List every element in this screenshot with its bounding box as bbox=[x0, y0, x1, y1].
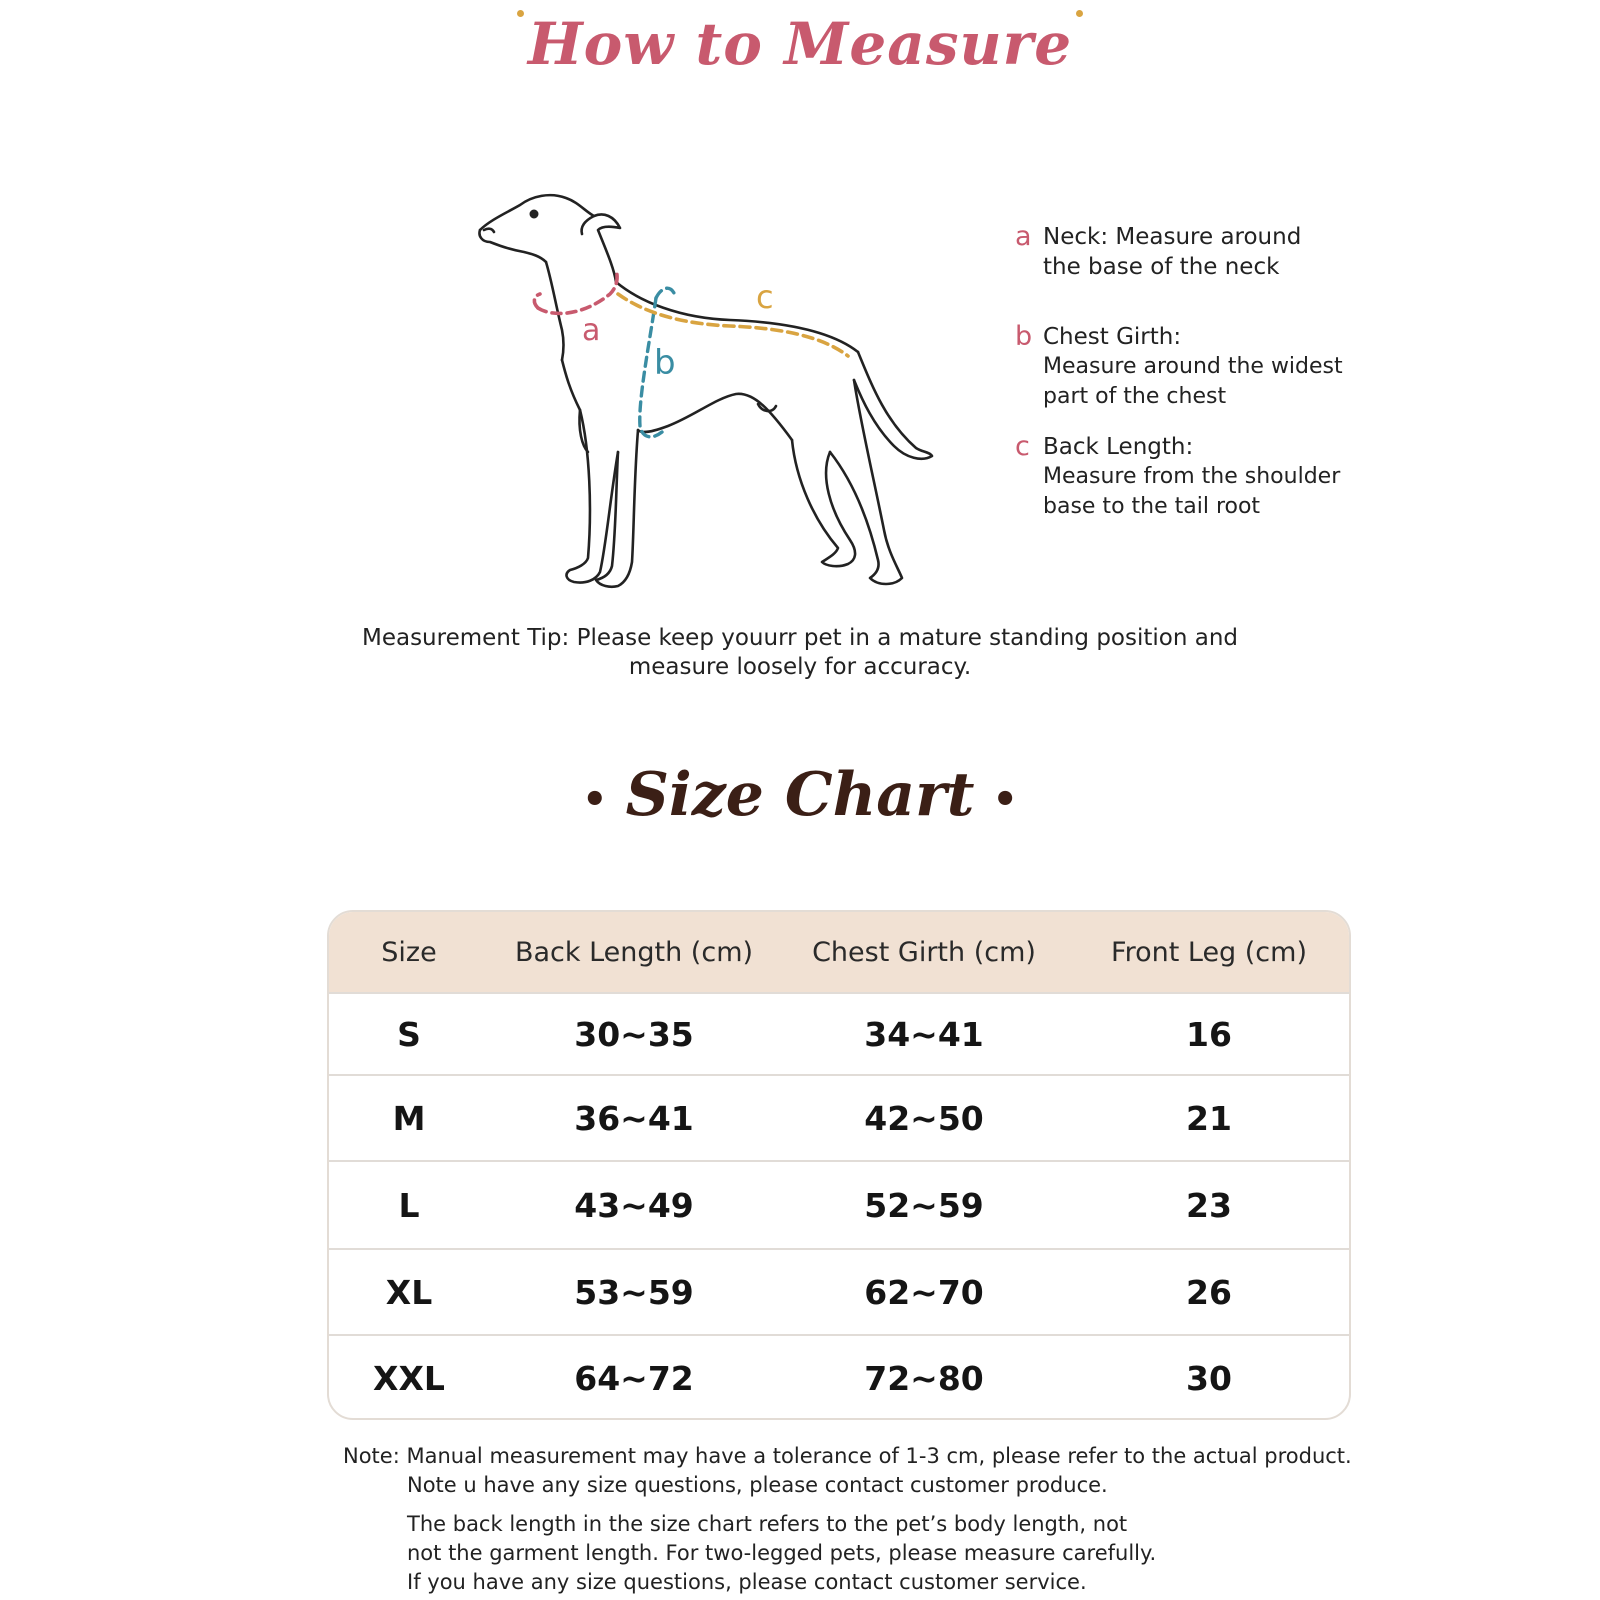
label-c: c bbox=[756, 278, 774, 316]
header-front-leg: Front Leg (cm) bbox=[1111, 936, 1307, 968]
dog-diagram bbox=[470, 190, 970, 610]
cell-front-leg: 30 bbox=[1186, 1358, 1232, 1398]
table-row bbox=[329, 1334, 1349, 1420]
table-row bbox=[329, 1160, 1349, 1248]
header-chest-girth: Chest Girth (cm) bbox=[812, 936, 1036, 968]
table-header-row bbox=[329, 912, 1349, 992]
cell-size: XL bbox=[385, 1272, 433, 1312]
cell-back-length: 53~59 bbox=[574, 1272, 694, 1312]
notes-block bbox=[343, 1442, 1353, 1597]
legend-letter: b bbox=[1015, 321, 1033, 352]
table-row bbox=[329, 992, 1349, 1074]
cell-back-length: 30~35 bbox=[574, 1014, 694, 1054]
table-row bbox=[329, 1074, 1349, 1160]
legend-item-chest bbox=[1015, 322, 1395, 412]
cell-size: L bbox=[398, 1185, 420, 1225]
label-b: b bbox=[654, 343, 676, 383]
cell-front-leg: 16 bbox=[1186, 1014, 1232, 1054]
decor-bullet: • bbox=[992, 776, 1018, 823]
decor-dot bbox=[517, 10, 524, 17]
note-line: Note: Manual measurement may have a tolerance of 1-3 cm, please refer to the actual product. bbox=[343, 1444, 1352, 1468]
legend-desc: Measure from the shoulder base to the tail root bbox=[1043, 464, 1341, 519]
table-row bbox=[329, 1248, 1349, 1334]
cell-chest-girth: 42~50 bbox=[864, 1098, 984, 1138]
cell-chest-girth: 34~41 bbox=[864, 1014, 984, 1054]
cell-front-leg: 21 bbox=[1186, 1098, 1232, 1138]
legend-letter: c bbox=[1015, 431, 1030, 462]
label-a: a bbox=[582, 313, 601, 348]
decor-bullet: • bbox=[582, 776, 608, 823]
legend-title: Neck: Measure around bbox=[1043, 224, 1302, 250]
legend-item-back bbox=[1015, 432, 1395, 522]
note-line: The back length in the size chart refers to the pet’s body length, not bbox=[407, 1512, 1128, 1536]
cell-chest-girth: 62~70 bbox=[864, 1272, 984, 1312]
cell-front-leg: 26 bbox=[1186, 1272, 1232, 1312]
legend-item-neck bbox=[1015, 222, 1395, 282]
legend-title: Chest Girth: bbox=[1043, 324, 1182, 350]
note-line: not the garment length. For two-legged pets, please measure carefully. bbox=[407, 1541, 1157, 1565]
decor-dot bbox=[1076, 10, 1083, 17]
note-line: Note u have any size questions, please contact customer produce. bbox=[407, 1473, 1108, 1497]
legend-letter: a bbox=[1015, 221, 1032, 252]
note-line: If you have any size questions, please contact customer service. bbox=[407, 1570, 1087, 1594]
cell-back-length: 36~41 bbox=[574, 1098, 694, 1138]
header-back-length: Back Length (cm) bbox=[514, 936, 754, 968]
cell-chest-girth: 72~80 bbox=[864, 1358, 984, 1398]
legend-title: Back Length: bbox=[1043, 434, 1194, 460]
measurement-tip bbox=[300, 624, 1300, 682]
header-size: Size bbox=[381, 936, 437, 968]
cell-size: M bbox=[392, 1098, 426, 1138]
legend-desc: Measure around the widest part of the chest bbox=[1043, 354, 1343, 409]
tip-line: measure loosely for accuracy. bbox=[628, 654, 972, 680]
cell-size: XXL bbox=[373, 1358, 445, 1398]
size-chart-title: • Size Chart • bbox=[582, 760, 1018, 830]
cell-back-length: 43~49 bbox=[574, 1185, 694, 1225]
cell-chest-girth: 52~59 bbox=[864, 1185, 984, 1225]
how-to-measure-title: How to Measure bbox=[0, 10, 1600, 78]
dog-outline-icon bbox=[470, 190, 970, 610]
tip-line: Measurement Tip: Please keep youurr pet in a mature standing position and bbox=[361, 625, 1239, 651]
cell-front-leg: 23 bbox=[1186, 1185, 1232, 1225]
legend-desc: the base of the neck bbox=[1043, 254, 1280, 280]
cell-size: S bbox=[397, 1014, 421, 1054]
size-table bbox=[327, 910, 1351, 1420]
cell-back-length: 64~72 bbox=[574, 1358, 694, 1398]
